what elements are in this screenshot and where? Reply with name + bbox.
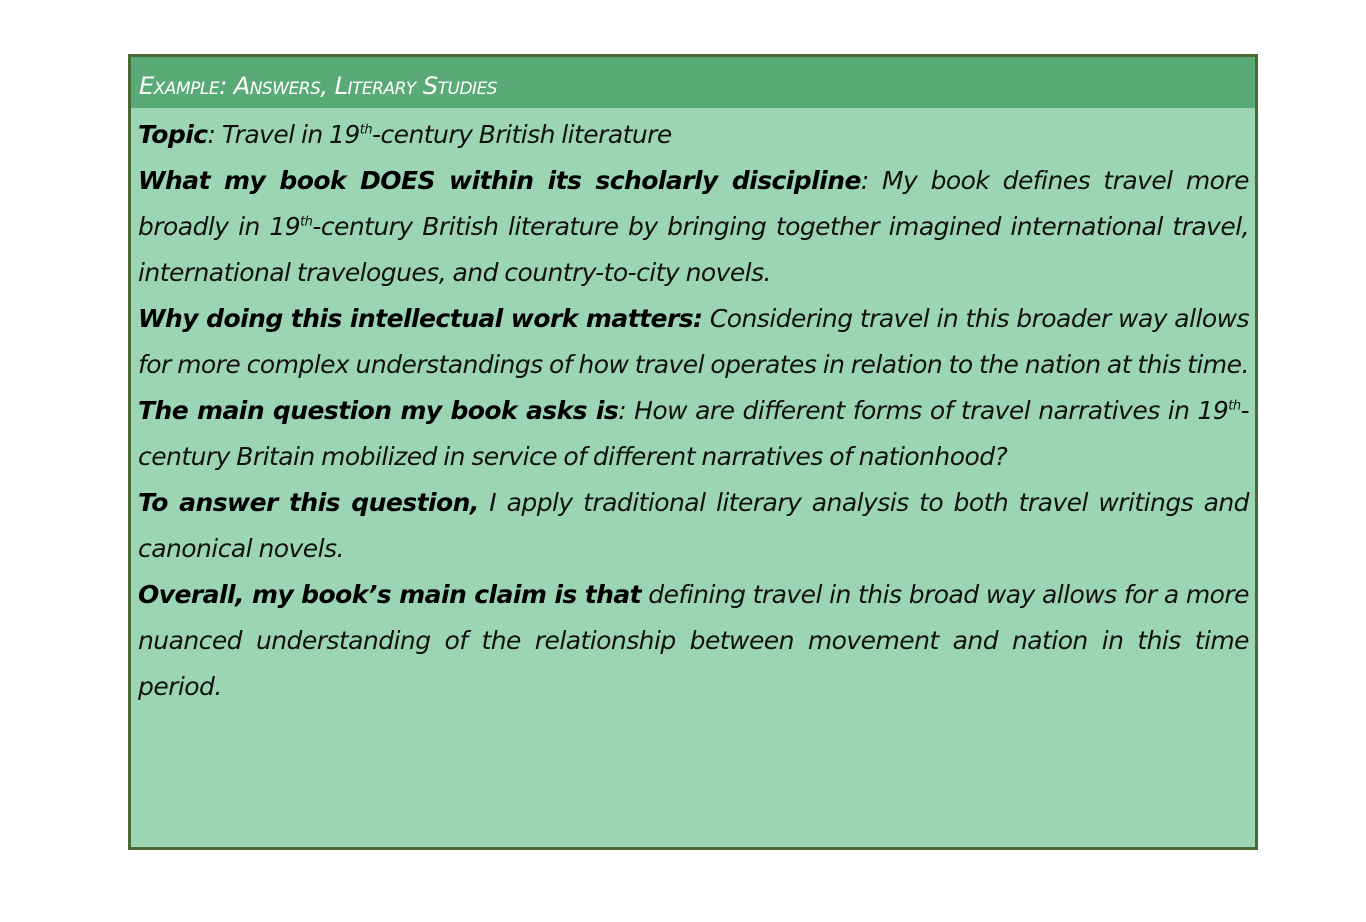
what-book-does-text-b: -century British literature by bringing together imagined international travel, international travelogues, and country-to-city novels. (138, 212, 1249, 287)
what-book-does-text-a: : My book defines travel more broadly in 19 (138, 166, 1249, 241)
what-book-does-superscript: th (300, 214, 313, 230)
why-it-matters-label: Why doing this intellectual work matters: (138, 304, 703, 333)
why-it-matters-paragraph (138, 296, 1249, 388)
main-claim-text: defining travel in this broad way allows for a more nuanced understanding of the relationship between movement and nation in this time period. (138, 580, 1249, 701)
method-paragraph (138, 480, 1249, 572)
main-question-superscript: th (1228, 398, 1241, 414)
what-book-does-label: What my book DOES within its scholarly discipline (138, 166, 861, 195)
main-question-label: The main question my book asks is (138, 396, 619, 425)
main-question-text-b: -century Britain mobilized in service of different narratives of nationhood? (138, 396, 1249, 471)
topic-text-a: : Travel in 19 (207, 120, 360, 149)
topic-paragraph (138, 112, 1249, 158)
topic-superscript: th (359, 122, 373, 138)
title-bar (131, 57, 1255, 108)
method-text: I apply traditional literary analysis to both travel writings and canonical novels. (138, 488, 1249, 563)
main-claim-paragraph (138, 572, 1249, 710)
box-title: Example: Answers, Literary Studies (139, 71, 498, 100)
topic-label: Topic (138, 120, 208, 149)
main-question-paragraph (138, 388, 1249, 480)
main-claim-label: Overall, my book’s main claim is that (138, 580, 642, 609)
method-label: To answer this question, (138, 488, 479, 517)
topic-text-b: -century British literature (372, 120, 672, 149)
what-book-does-paragraph (138, 158, 1249, 296)
example-box (128, 54, 1258, 850)
why-it-matters-text: Considering travel in this broader way allows for more complex understandings of how travel operates in relation to the nation at this time. (138, 304, 1249, 379)
content-area (131, 108, 1255, 710)
main-question-text-a: : How are different forms of travel narratives in 19 (618, 396, 1229, 425)
